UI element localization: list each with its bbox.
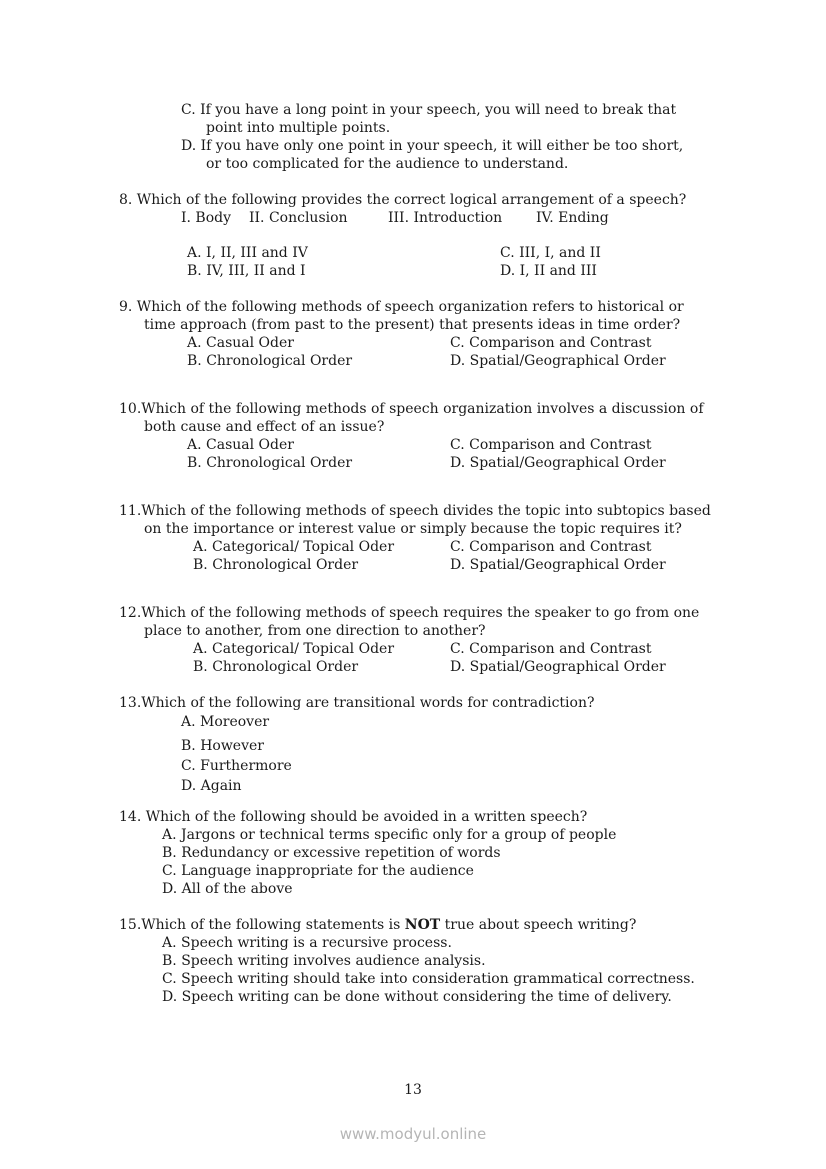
q10-option-a: A. Casual Oder (187, 437, 294, 453)
q7-option-c-cont: point into multiple points. (206, 120, 391, 136)
q15-stem-emphasis: NOT (404, 917, 441, 933)
page-number: 13 (404, 1082, 422, 1098)
q14-option-d: D. All of the above (162, 881, 293, 897)
q9-stem: 9. Which of the following methods of speech organization refers to historical or (119, 299, 684, 315)
q11-option-c: C. Comparison and Contrast (450, 539, 652, 555)
q11-stem-cont: on the importance or interest value or simply because the topic requires it? (144, 521, 682, 537)
q15-stem-post: true about speech writing? (440, 917, 637, 933)
q15-option-b: B. Speech writing involves audience analysis. (162, 953, 486, 969)
q12-stem: 12.Which of the following methods of speech requires the speaker to go from one (119, 605, 700, 621)
q8-item: III. Introduction (388, 210, 503, 226)
q8-option-a: A. I, II, III and IV (187, 245, 308, 261)
q10-option-d: D. Spatial/Geographical Order (450, 455, 666, 471)
q10-stem-cont: both cause and effect of an issue? (144, 419, 385, 435)
q15-option-c: C. Speech writing should take into consideration grammatical correctness. (162, 971, 695, 987)
q7-option-d-cont: or too complicated for the audience to understand. (206, 156, 569, 172)
q9-stem-cont: time approach (from past to the present) that presents ideas in time order? (144, 317, 681, 333)
q8-item: II. Conclusion (249, 210, 348, 226)
q11-option-d: D. Spatial/Geographical Order (450, 557, 666, 573)
q15-option-d: D. Speech writing can be done without considering the time of delivery. (162, 989, 672, 1005)
q9-option-a: A. Casual Oder (187, 335, 294, 351)
q10-stem: 10.Which of the following methods of speech organization involves a discussion of (119, 401, 704, 417)
q13-stem: 13.Which of the following are transitional words for contradiction? (119, 695, 595, 711)
q8-option-c: C. III, I, and II (500, 245, 601, 261)
q15-stem (119, 916, 636, 934)
watermark: www.modyul.online (339, 1125, 487, 1143)
q14-stem: 14. Which of the following should be avoided in a written speech? (119, 809, 588, 825)
q11-stem: 11.Which of the following methods of speech divides the topic into subtopics based (119, 503, 711, 519)
q12-option-a: A. Categorical/ Topical Oder (193, 641, 395, 657)
q13-option-d: D. Again (181, 778, 242, 794)
q12-option-b: B. Chronological Order (193, 659, 359, 675)
q7-option-c: C. If you have a long point in your speech, you will need to break that (181, 102, 677, 118)
q14-option-a: A. Jargons or technical terms specific only for a group of people (162, 827, 617, 843)
q8-option-b: B. IV, III, II and I (187, 263, 306, 279)
q7-option-d: D. If you have only one point in your speech, it will either be too short, (181, 138, 684, 154)
q13-option-a: A. Moreover (181, 714, 270, 730)
q15-stem-pre: 15.Which of the following statements is (119, 917, 405, 933)
q14-option-b: B. Redundancy or excessive repetition of words (162, 845, 501, 861)
q12-option-d: D. Spatial/Geographical Order (450, 659, 666, 675)
q9-option-d: D. Spatial/Geographical Order (450, 353, 666, 369)
q9-option-c: C. Comparison and Contrast (450, 335, 652, 351)
q10-option-b: B. Chronological Order (187, 455, 353, 471)
q9-option-b: B. Chronological Order (187, 353, 353, 369)
q15-option-a: A. Speech writing is a recursive process. (162, 935, 452, 951)
q12-stem-cont: place to another, from one direction to another? (144, 623, 486, 639)
q12-option-c: C. Comparison and Contrast (450, 641, 652, 657)
q11-option-b: B. Chronological Order (193, 557, 359, 573)
q8-option-d: D. I, II and III (500, 263, 597, 279)
q14-option-c: C. Language inappropriate for the audience (162, 863, 474, 879)
q13-option-c: C. Furthermore (181, 758, 292, 774)
q8-item: I. Body (181, 210, 232, 226)
q8-item: IV. Ending (536, 210, 609, 226)
q11-option-a: A. Categorical/ Topical Oder (193, 539, 395, 555)
q13-option-b: B. However (181, 738, 264, 754)
q10-option-c: C. Comparison and Contrast (450, 437, 652, 453)
q8-stem: 8. Which of the following provides the correct logical arrangement of a speech? (119, 192, 687, 208)
